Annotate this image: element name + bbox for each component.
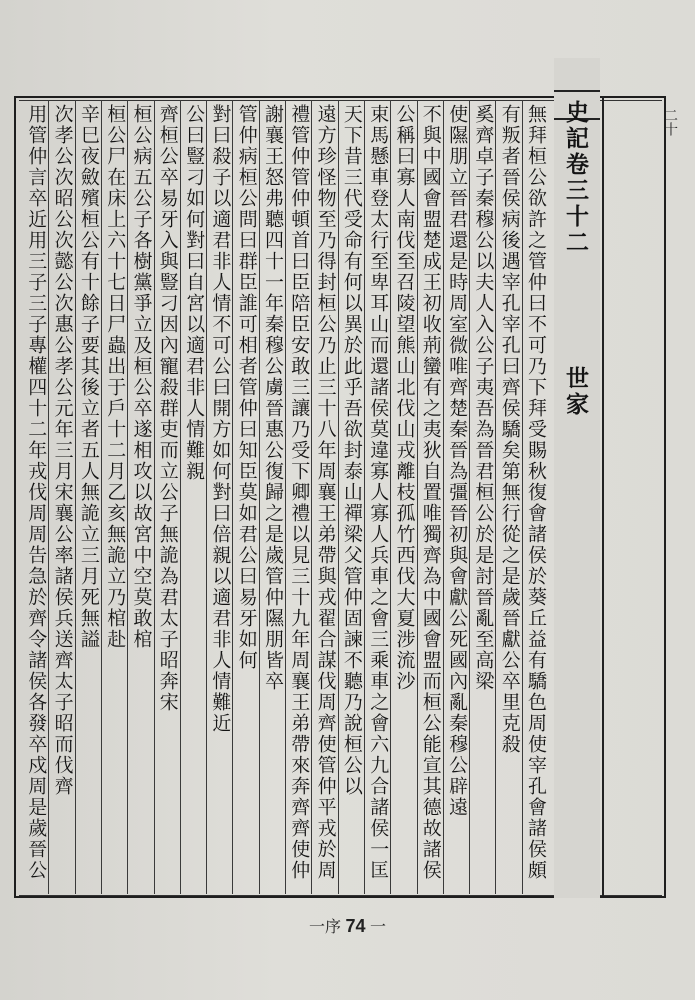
footer-suffix: 一 bbox=[369, 919, 386, 936]
column-rule bbox=[390, 100, 391, 894]
section-title: 世家 bbox=[562, 366, 589, 418]
text-column: 對曰殺子以適君非人情不可公曰開方如何對曰倍親以適君非人情難近 bbox=[209, 104, 232, 734]
folio bbox=[660, 108, 686, 408]
text-column: 使隰朋立晉君還是時周室微唯齊楚秦晉為彊晉初與會獻公死國內亂秦穆公辟遠 bbox=[446, 104, 469, 818]
column-rule bbox=[311, 100, 312, 894]
text-column: 有叛者晉侯病後遇宰孔宰孔曰齊侯驕矣第無行從之是歲晉獻公卒里克殺 bbox=[498, 104, 521, 755]
text-column: 禮管仲管仲頓首曰臣陪臣安敢三讓乃受下卿禮以見三十九年周襄王弟帶來奔齊齊使仲 bbox=[288, 104, 311, 881]
text-column: 桓公尸在床上六十七日尸蟲出于戶十二月乙亥無詭立乃棺赴 bbox=[104, 104, 127, 650]
column-rule bbox=[154, 100, 155, 894]
column-rule bbox=[232, 100, 233, 894]
column-rule bbox=[443, 100, 444, 894]
text-column: 謝襄王怒弗聽四十一年秦穆公虜晉惠公復歸之是歲管仲隰朋皆卒 bbox=[261, 104, 284, 692]
column-rule bbox=[364, 100, 365, 894]
column-rule bbox=[48, 100, 49, 894]
text-column: 公稱曰寡人南伐至召陵望熊山北伐山戎離枝孤竹西伐大夏涉流沙 bbox=[393, 104, 416, 692]
text-column: 桓公病五公子各樹黨爭立及桓公卒遂相攻以故宮中空莫敢棺 bbox=[130, 104, 153, 650]
page-footer bbox=[0, 914, 695, 937]
text-column: 管仲病桓公問曰群臣誰可相者管仲曰知臣莫如君公曰易牙如何 bbox=[235, 104, 258, 671]
text-column: 不與中國會盟楚成王初收荊蠻有之夷狄自置唯獨齊為中國會盟而桓公能宣其德故諸侯 bbox=[419, 104, 442, 881]
text-column: 奚齊卓子秦穆公以夫人入公子夷吾為晉君桓公於是討晉亂至高梁 bbox=[472, 104, 495, 692]
footer-prefix: 一序 bbox=[309, 919, 342, 936]
column-rule bbox=[338, 100, 339, 894]
column-rule bbox=[522, 100, 523, 894]
book-title bbox=[559, 100, 592, 418]
text-column: 天下昔三代受命有何以異於此乎吾欲封泰山禪梁父管仲固諫不聽乃說桓公以 bbox=[340, 104, 363, 797]
page-number: 74 bbox=[345, 916, 366, 936]
column-rule bbox=[469, 100, 470, 894]
text-column: 遠方珍怪物至乃得封桓公乃止三十八年周襄王弟帶與戎翟合謀伐周齊使管仲平戎於周 bbox=[314, 104, 337, 881]
text-column: 公曰豎刁如何對曰自宮以適君非人情難親 bbox=[183, 104, 206, 482]
text-column: 用管仲言卒近用三子三子專權四十二年戎伐周周告急於齊令諸侯各發卒戍周是歲晉公 bbox=[25, 104, 48, 881]
column-rule bbox=[285, 100, 286, 894]
column-rule bbox=[180, 100, 181, 894]
book-title-text: 史記卷三十二 bbox=[562, 100, 589, 256]
column-rule bbox=[75, 100, 76, 894]
column-rule bbox=[417, 100, 418, 894]
text-column: 齊桓公卒易牙入與豎刁因內寵殺群吏而立公子無詭為君太子昭奔宋 bbox=[156, 104, 179, 713]
column-rule bbox=[206, 100, 207, 894]
column-rule bbox=[127, 100, 128, 894]
text-column: 辛巳夜斂殯桓公有十餘子要其後立者五人無詭立三月死無謚 bbox=[77, 104, 100, 650]
column-rule bbox=[259, 100, 260, 894]
folio-number: 二十 bbox=[662, 108, 678, 136]
title-rule bbox=[602, 96, 604, 896]
text-column: 次孝公次昭公次懿公次惠公孝公元年三月宋襄公率諸侯兵送齊太子昭而伐齊 bbox=[51, 104, 74, 797]
text-column: 無拜桓公欲許之管仲曰不可乃下拜受賜秋復會諸侯於葵丘益有驕色周使宰孔會諸侯頗 bbox=[524, 104, 547, 881]
text-column: 束馬懸車登太行至卑耳山而還諸侯莫違寡人寡人兵車之會三乘車之會六九合諸侯一匡 bbox=[367, 104, 390, 881]
column-rule bbox=[495, 100, 496, 894]
column-rule bbox=[101, 100, 102, 894]
